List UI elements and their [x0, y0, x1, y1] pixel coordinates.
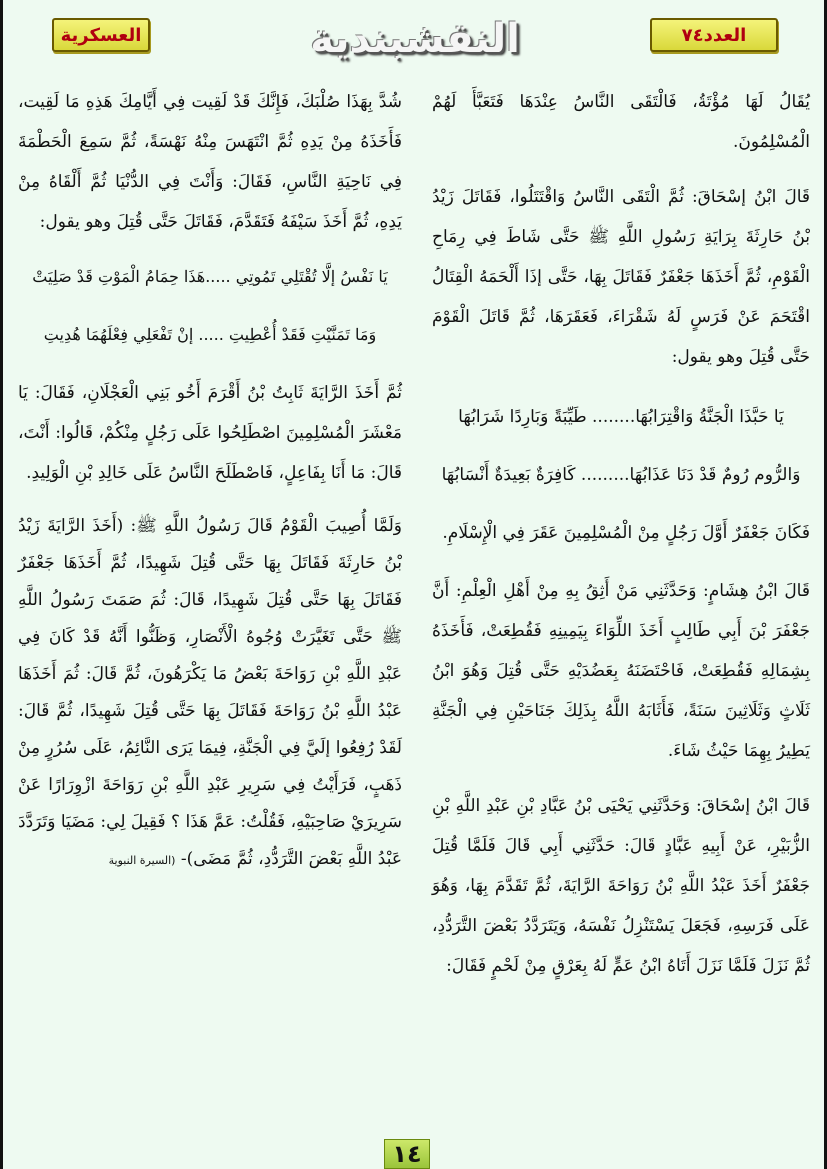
- poem-verse: يَا حَبَّذَا الْجَنَّةُ وَاقْتِرَابُهَا........ طَيِّبَةً وَبَارِدًا شَرَابُهَا: [458, 407, 784, 427]
- paragraph: قَالَ ابْنُ إسْحَاقَ: ثُمَّ الْتَقَى النَّاسُ وَاقْتَتَلُوا، فَقَاتَلَ زَيْدُ بْنُ حَارِثَةَ بِرَايَةِ رَسُولِ اللَّهِ ﷺ حَتَّى شَاطَ فِي رِمَاحِ الْقَوْمِ، ثُمَّ أَخَذَهَا جَعْفَرٌ فَقَاتَلَ بِهَا، حَتَّى إذَا أَلْحَمَهُ الْقِتَالُ اقْتَحَمَ عَنْ فَرَسٍ لَهُ شَقْرَاءَ، فَعَقَرَهَا، ثُمَّ قَاتَلَ الْقَوْمَ حَتَّى قُتِلَ وهو يقول:: [432, 187, 810, 367]
- poem-verse: وَمَا تَمَنَّيْتِ فَقَدْ أُعْطِيتِ ..... إنْ تَفْعَلِي فِعْلَهُمَا هُدِيتِ: [43, 325, 377, 344]
- page-number: [384, 1139, 430, 1169]
- border-left: [0, 0, 3, 1169]
- paragraph: شُدَّ بِهَذَا صُلْبَكَ، فَإِنَّكَ قَدْ لَقِيت فِي أَيَّامِكَ هَذِهِ مَا لَقِيت، فَأَخَذَهُ مِنْ يَدِهِ ثُمَّ انْتَهَسَ مِنْهُ نَهْسَةً، ثُمَّ سَمِعَ الْحَطْمَةَ فِي نَاحِيَةِ النَّاسِ، فَقَالَ: وَأَنْتَ فِي الدُّنْيَا ثُمَّ أَلْقَاهُ مِنْ يَدِهِ، ثُمَّ أَخَذَ سَيْفَهُ فَتَقَدَّمَ، فَقَاتَلَ حَتَّى قُتِلَ وهو يقول:: [18, 92, 402, 232]
- paragraph: يُقَالُ لَهَا مُؤْتَةُ، فَالْتَقَى النَّاسُ عِنْدَهَا فَتَعَبَّأَ لَهُمْ الْمُسْلِمُونَ.: [432, 92, 810, 152]
- paragraph: [18, 508, 402, 879]
- paragraph: ثُمَّ أَخَذَ الرَّايَةَ ثَابِتُ بْنُ أَقْرَمَ أَخُو بَنِي الْعَجْلَانِ، فَقَالَ: يَا مَعْشَرَ الْمُسْلِمِينَ اصْطَلِحُوا عَلَى رَجُلٍ مِنْكُمْ، قَالُوا: أَنْتَ، قَالَ: مَا أَنَا بِفَاعِلٍ، فَاصْطَلَحَ النَّاسُ عَلَى خَالِدِ بْنِ الْوَلِيدِ.: [18, 383, 402, 483]
- section-label-text: العسكرية: [60, 24, 142, 46]
- paragraph: قَالَ ابْنُ إسْحَاقَ: وَحَدَّثَنِي يَحْيَى بْنُ عَبَّادِ بْنِ عَبْدِ اللَّهِ بْنِ الزُّبَيْرِ، عَنْ أَبِيهِ عَبَّادٍ قَالَ: حَدَّثَنِي أَبِي قَالَ فَلَمَّا قُتِلَ جَعْفَرٌ أَخَذَ عَبْدُ اللَّهِ بْنُ رَوَاحَةَ الرَّايَةَ، ثُمَّ تَقَدَّمَ بِهَا، وَهُوَ عَلَى فَرَسِهِ، فَجَعَلَ يَسْتَنْزِلُ نَفْسَهُ، وَيَتَرَدَّدُ بَعْضَ التَّرَدُّدِ، ثُمَّ نَزَلَ فَلَمَّا نَزَلَ أَتَاهُ ابْنُ عَمٍّ لَهُ بِعَرْقٍ مِنْ لَحْمٍ فَقَالَ:: [432, 796, 810, 976]
- page-number-text: ١٤: [392, 1140, 422, 1168]
- issue-label: [650, 18, 778, 52]
- poem-verse: وَالرُّوم رُومٌ قَدْ دَنَا عَذَابُهَا......... كَافِرَةٌ بَعِيدَةٌ أَنْسَابُهَا: [441, 465, 801, 485]
- paragraph-text: وَلَمَّا أُصِيبَ الْقَوْمُ قَالَ رَسُولُ اللَّهِ ﷺ: (أَخَذَ الرَّايَةَ زَيْدُ بْنُ حَارِثَةَ فَقَاتَلَ بِهَا حَتَّى قُتِلَ شَهِيدًا، ثُمَّ أَخَذَهَا جَعْفَرٌ فَقَاتَلَ بِهَا حَتَّى قُتِلَ شَهِيدًا، قَالَ: ثُمَ صَمَتَ رَسُولُ اللَّهِ ﷺ حَتَّى تَغَيَّرَتْ وُجُوهُ الْأَنْصَارِ، وَظَنُّوا أَنَّهُ قَدْ كَانَ فِي عَبْدِ اللَّهِ بْنِ رَوَاحَةَ بَعْضُ مَا يَكْرَهُونَ، ثُمَّ قَالَ: ثُمَ أَخَذَهَا عَبْدُ اللَّهِ بْنُ رَوَاحَةَ فَقَاتَلَ بِهَا حَتَّى قُتِلَ شَهِيدًا، ثُمَّ قَالَ: لَقَدْ رُفِعُوا إلَيَّ فِي الْجَنَّةِ، فِيمَا يَرَى النَّائِمُ، عَلَى سُرُرٍ مِنْ ذَهَبٍ، فَرَأَيْتُ فِي سَرِيرِ عَبْدِ اللَّهِ بْنِ رَوَاحَةَ ازْوِرَارًا عَنْ سَرِيرَيْ صَاحِبَيْهِ، فَقُلْتُ: عَمَّ هَذَا ؟ فَقِيلَ لِي: مَضَيَا وَتَرَدَّدَ عَبْدُ اللَّهِ بَعْضَ التَّرَدُّدِ، ثُمَّ مَضَى)-: [18, 516, 402, 869]
- paragraph: قَالَ ابْنُ هِشَامٍ: وَحَدَّثَنِي مَنْ أَثِقُ بِهِ مِنْ أَهْلِ الْعِلْمِ: أَنَّ جَعْفَرَ بْنَ أَبِي طَالِبٍ أَخَذَ اللِّوَاءَ بِيَمِينِهِ فَقُطِعَتْ، فَأَخَذَهُ بِشِمَالِهِ فَقُطِعَتْ، فَاحْتَضَنَهُ بِعَضُدَيْهِ حَتَّى قُتِلَ وَهُوَ ابْنُ ثَلَاثٍ وَثَلَاثِينَ سَنَةً، فَأَثَابَهُ اللَّهُ بِذَلِكَ جَنَاحَيْنِ فِي الْجَنَّةِ يَطِيرُ بِهِمَا حَيْثُ شَاءَ.: [432, 581, 810, 761]
- magazine-title-text: النقشبندية: [310, 16, 520, 62]
- section-label: [52, 18, 150, 52]
- right-column: [432, 82, 810, 1001]
- source-citation: (السيرة النبوية: [108, 854, 176, 867]
- poem-verse: فَكَانَ جَعْفَرٌ أَوَّلَ رَجُلٍ مِنْ الْمُسْلِمِينَ عَقَرَ فِي الْإِسْلَامِ.: [442, 523, 810, 543]
- left-column: [18, 82, 402, 879]
- magazine-title: [310, 14, 520, 64]
- poem-verse: يَا نَفْسُ إلَّا تُقْتَلِي تَمُوتِي .....هَذَا حِمَامُ الْمَوْتِ قَدْ صَلِيَتْ: [32, 267, 388, 286]
- issue-label-text: العدد٧٤: [681, 24, 747, 46]
